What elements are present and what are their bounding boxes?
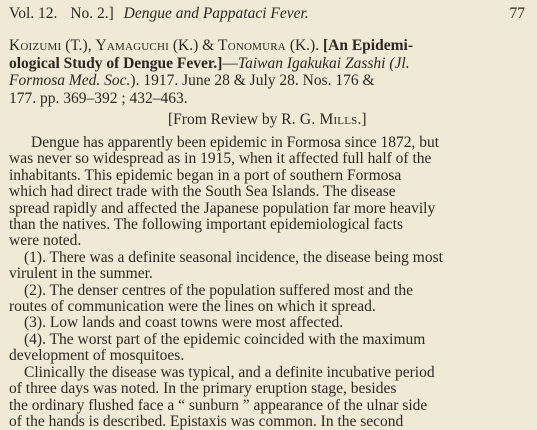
body-line: than the natives. The following important epidemiological facts	[9, 216, 404, 234]
body-line: Dengue has apparently been epidemic in Formosa since 1872, but	[31, 134, 440, 151]
abstract-body	[9, 135, 529, 430]
finding-2: (2). The denser centres of the population suffered most and the	[24, 281, 413, 299]
running-title: Dengue and Pappataci Fever.	[123, 5, 309, 22]
page-number: 77	[509, 5, 525, 22]
body-line: of the hands is described. Epistaxis was common. In the second	[9, 412, 404, 430]
body-line: development of mosquitoes.	[9, 347, 185, 365]
issue-number: No. 2.]	[70, 5, 114, 22]
journal-name: Taiwan Igakukai Zasshi (Jl.	[237, 54, 410, 72]
citation-line	[9, 72, 529, 90]
finding-3: (3). Low lands and coast towns were most affected.	[24, 314, 344, 332]
publication-details: ). 1917. June 28 & July 28. Nos. 176 &	[130, 72, 375, 89]
author-yamaguchi: Yamaguchi	[95, 37, 169, 54]
running-header	[9, 5, 525, 25]
reviewer-name: R. G. Mills	[281, 111, 358, 128]
journal-name-cont: Formosa Med. Soc.	[9, 72, 131, 89]
body-line: which had direct trade with the South Sea Islands. The disease	[9, 183, 396, 201]
citation-line	[9, 90, 529, 108]
body-line: virulent in the summer.	[9, 265, 153, 283]
body-line: spread rapidly and affected the Japanese population far more heavily	[9, 199, 436, 217]
finding-4: (4). The worst part of the epidemic coincided with the maximum	[24, 330, 426, 348]
author-tonomura: Tonomura	[218, 37, 286, 54]
finding-1: (1). There was a definite seasonal incidence, the disease being most	[24, 248, 443, 266]
citation-line: ological Study of Dengue Fever.]—Taiwan Igakukai Zasshi (Jl.	[9, 54, 410, 72]
article-title: [An Epidemi-	[322, 37, 413, 54]
article-title-cont: ological Study of Dengue Fever.]	[9, 54, 223, 72]
body-line: was never so widespread as in 1915, when it affected full half of the	[9, 150, 432, 168]
body-line: the ordinary flushed face a “ sunburn ” appearance of the ulnar side	[9, 396, 428, 414]
header-left	[9, 5, 309, 23]
body-line: were noted.	[9, 232, 82, 250]
body-line: Clinically the disease was typical, and a definite incubative period	[24, 363, 435, 381]
citation-line: Koizumi (T.), Yamaguchi (K.) & Tonomura (K.). [An Epidemi-	[9, 37, 413, 54]
body-line: inhabitants. This epidemic began in a port of southern Formosa	[9, 166, 402, 184]
volume-label: Vol. 12.	[9, 5, 58, 22]
body-line: of three days was noted. In the primary eruption stage, besides	[9, 380, 397, 398]
author-koizumi: Koizumi	[9, 37, 62, 54]
citation-block	[9, 37, 529, 107]
page-range: 177. pp. 369–392 ; 432–463.	[9, 89, 188, 107]
review-attribution: [From Review by R. G. Mills.]	[168, 111, 367, 128]
body-line: routes of communication were the lines on which it spread.	[9, 298, 376, 316]
